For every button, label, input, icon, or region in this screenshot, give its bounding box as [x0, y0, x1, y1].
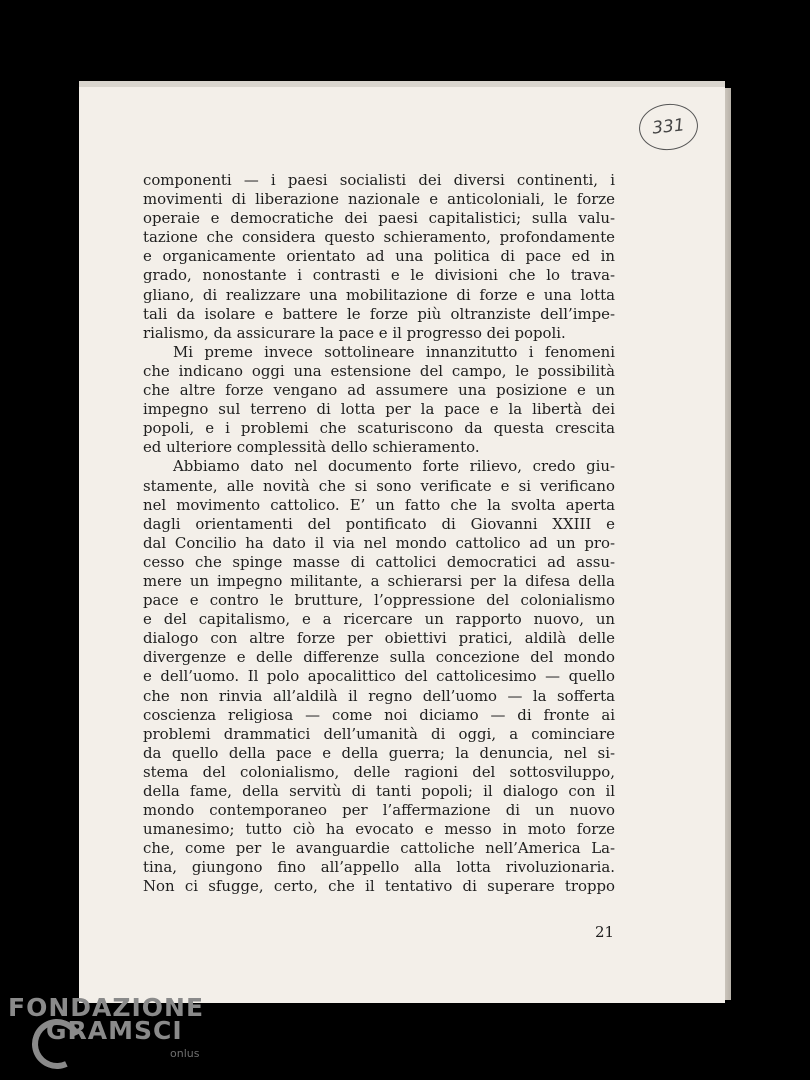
paragraph: [143, 343, 615, 458]
text-line: gliano, di realizzare una mobilitazione di forze e una lotta: [143, 285, 615, 304]
text-line: nel movimento cattolico. E’ un fatto che la svolta aperta: [143, 495, 615, 514]
text-line: e organicamente orientato ad una politica di pace ed in: [143, 247, 615, 266]
text-line: grado, nonostante i contrasti e le divisioni che lo trava-: [143, 266, 615, 285]
text-line: pace e contro le brutture, l’oppressione del colonialismo: [143, 591, 615, 610]
text-line: e del capitalismo, e a ricercare un rapporto nuovo, un: [143, 610, 615, 629]
text-line: umanesimo; tutto ciò ha evocato e messo in moto forze: [143, 820, 615, 839]
paragraph: [143, 171, 615, 343]
text-line: movimenti di liberazione nazionale e anticoloniali, le forze: [143, 190, 615, 209]
text-line: Non ci sfugge, certo, che il tentativo di superare troppo: [143, 877, 615, 896]
text-line: rialismo, da assicurare la pace e il progresso dei popoli.: [143, 323, 566, 342]
text-line: che indicano oggi una estensione del campo, le possibilità: [143, 361, 615, 380]
text-line: popoli, e i problemi che scaturiscono da questa crescita: [143, 419, 615, 438]
text-line: che, come per le avanguardie cattoliche nell’America La-: [143, 839, 615, 858]
text-line: da quello della pace e della guerra; la denuncia, nel si-: [143, 743, 615, 762]
text-line: divergenze e delle differenze sulla concezione del mondo: [143, 648, 615, 667]
text-line: che non rinvia all’aldilà il regno dell’uomo — la sofferta: [143, 686, 615, 705]
paragraph: [143, 457, 615, 896]
text-line: impegno sul terreno di lotta per la pace e la libertà dei: [143, 400, 615, 419]
text-line: stamente, alle novità che si sono verificate e si verificano: [143, 476, 615, 495]
text-line: dagli orientamenti del pontificato di Giovanni XXIII e: [143, 514, 615, 533]
text-line: dal Concilio ha dato il via nel mondo cattolico ad un pro-: [143, 533, 615, 552]
document-page: [79, 81, 725, 1003]
text-line: coscienza religiosa — come noi diciamo — di fronte ai: [143, 705, 615, 724]
watermark-logo: [8, 993, 248, 1073]
watermark-line3: onlus: [170, 1047, 200, 1060]
text-line: ed ulteriore complessità dello schieramento.: [143, 438, 480, 457]
text-line: Mi preme invece sottolineare innanzitutto i fenomeni: [173, 342, 615, 361]
text-line: e dell’uomo. Il polo apocalittico del cattolicesimo — quello: [143, 667, 615, 686]
text-line: mondo contemporaneo per l’affermazione di un nuovo: [143, 801, 615, 820]
text-line: cesso che spinge masse di cattolici democratici ad assu-: [143, 552, 615, 571]
watermark-line2: GRAMSCI: [46, 1016, 183, 1045]
text-line: tina, giungono fino all’appello alla lotta rivoluzionaria.: [143, 858, 615, 877]
text-line: componenti — i paesi socialisti dei diversi continenti, i: [143, 171, 615, 189]
text-line: Abbiamo dato nel documento forte rilievo, credo giu-: [173, 457, 615, 476]
text-line: dialogo con altre forze per obiettivi pratici, aldilà delle: [143, 629, 615, 648]
text-line: della fame, della servitù di tanti popoli; il dialogo con il: [143, 782, 615, 800]
text-line: problemi drammatici dell’umanità di oggi, a cominciare: [143, 724, 615, 743]
text-line: tazione che considera questo schieramento, profondamente: [143, 228, 615, 247]
body-text: [143, 171, 615, 897]
text-line: stema del colonialismo, delle ragioni del sottosviluppo,: [143, 762, 615, 781]
watermark-line1: FONDAZIONE: [8, 993, 205, 1022]
text-line: tali da isolare e battere le forze più oltranziste dell’impe-: [143, 304, 615, 323]
text-line: operaie e democratiche dei paesi capitalistici; sulla valu-: [143, 209, 615, 228]
page-number: 21: [595, 923, 615, 941]
text-line: mere un impegno militante, a schierarsi per la difesa della: [143, 571, 615, 590]
text-line: che altre forze vengano ad assumere una posizione e un: [143, 381, 615, 400]
archive-mark: 331: [637, 101, 700, 153]
